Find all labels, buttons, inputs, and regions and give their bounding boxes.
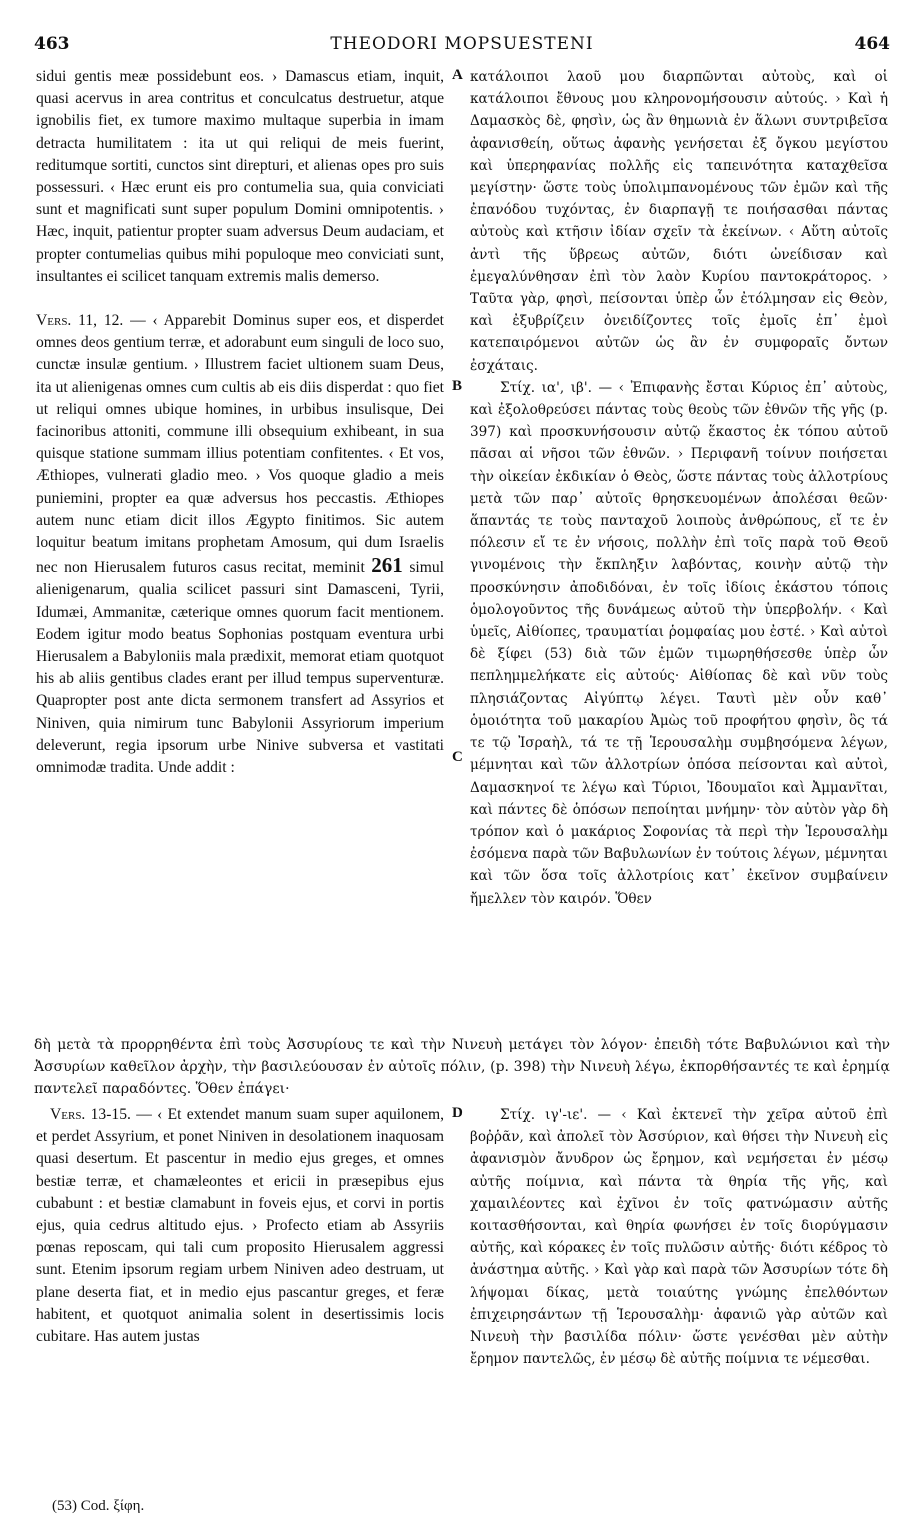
running-title: THEODORI MOPSUESTENI <box>330 34 594 54</box>
greek-paragraph <box>470 1104 888 1370</box>
latin-column-top <box>36 66 444 779</box>
stich-label: Στίχ. ια', ιβ'. <box>500 379 592 396</box>
footnote: (53) Cod. ξίφη. <box>52 1498 145 1514</box>
latin-text: — ‹ Et extendet manum suam super aquilonem, et perdet Assyrium, et ponet Niniven in desolationem inaquosam quasi desertum. Et pascentur in medio ejus greges, et omnes bestiæ terræ, et chamæleontes et ericii in præsepibus ejus cubabunt : et bestiæ clamabunt in foveis ejus, et corvi in portis ejus, quia cedrus altitudo ejus. › Profecto etiam ab Assyriis pœnas reposcam, qui tali cum proposito Hierusalem aggressi sunt. Etenim ipsorum regiam urbem Niniven adeo destruam, ut plane deserta fiat, et in medio ejus pascantur greges, et feræ habitent, et quotquot animalia solent in desertissimis locis cubitare. Has autem justas <box>36 1106 444 1346</box>
margin-letter-a: A <box>452 67 463 83</box>
page-number-right: 464 <box>854 34 890 54</box>
greek-column-top <box>470 66 888 910</box>
margin-letter-d: D <box>452 1105 463 1121</box>
latin-paragraph <box>36 1104 444 1348</box>
latin-text: — ‹ Apparebit Dominus super eos, et disperdet omnes deos gentium terræ, et adorabunt eum singuli de loco suo, cunctæ insulæ gentium. › Illustrem faciet ultionem suam Deus, ita ut alienigenas omnes cum cultis ab eis diis disperdat : quo fiet ut reliqui omnes ubique homines, in urbibus insulisque, Dei facinoribus attoniti, commune illi obsequium exhibeant, in sua quisque statione summam illius potentiam confitentes. ‹ Et vos, Æthiopes, vulnerati gladio meo. › Vos quoque gladio a meis puniemini, propter ea quæ adversus hos peccastis. Æthiopes autem nunc etiam dicit illos Ægypto finitimos. Sic autem loquitur beatum imitans prophetam Amosum, qui dum Israelis nec non Hierusalem futuros casus recitat, meminit <box>36 312 444 577</box>
greek-text: — ‹ Καὶ ἐκτενεῖ τὴν χεῖρα αὐτοῦ ἐπὶ βοῤῥᾶν, καὶ ἀπολεῖ τὸν Ἀσσύριον, καὶ θήσει τὴν Νινευὴ εἰς ἀφανισμὸν ἄνυδρον ὡς ἔρημον, καὶ νεμήσεται ἐν μέσῳ αὐτῆς ποίμνια, καὶ πάντα τὰ θηρία τῆς γῆς, καὶ χαμαιλέοντες καὶ ἐχῖνοι ἐν τοῖς φατνώμασιν αὐτῆς κοιτασθήσονται, καὶ θηρία φωνήσει ἐν τοῖς διορύγμασιν αὐτῆς, καὶ κόρακες ἐν τοῖς πυλῶσιν αὐτῆς· διότι κέδρος τὸ ἀνάστημα αὐτῆς. › Καὶ γὰρ καὶ παρὰ τῶν Ἀσσυρίων τότε δὴ λήψομαι δίκας, μετὰ τοιαύτης γνώμης ἐπελθόντων ἐπιχειρησάντων τῇ Ἱερουσαλὴμ· ἀφανιῶ γὰρ αὐτῶν καὶ Νινευὴ τὴν βασιλίδα πόλιν· ὥστε γενέσθαι μὲν αὐτὴν ἔρημον παντελῶς, ἐν μέσῳ δὲ αὐτῆς ποίμνια τε νέμεσθαι. <box>470 1107 888 1368</box>
greek-paragraph: κατάλοιποι λαοῦ μου διαρπῶνται αὐτοὺς, καὶ οἱ κατάλοιποι ἔθνους μου κληρονομήσουσιν αὐτούς. › Καὶ ἡ Δαμασκὸς δὲ, φησὶν, ὡς ἂν θημωνιὰ ἐν ἅλωνι συντριβεῖσα ἀφανισθείη, οὕτως ἀφανὴς γενήσεται ἐξ ὄγκου μεγίστου καὶ ὑπερηφανίας πολλῆς εἰς ταπεινότητα καταχθεῖσα μεγίστην· ὥστε τοὺς ὑπολιμπανομένους τῶν ἐμῶν καὶ τῆς ἐπανόδου τυχόντας, ἐν διαρπαγῇ τε ποιήσασθαι πάντας αὐτοὺς καὶ κτῆσιν ἰδίαν σχεῖν τὰ ἐκείνων. ‹ Αὕτη αὐτοῖς ἀντὶ τῆς ὕβρεως αὐτῶν, διότι ὠνείδισαν καὶ ἐμεγαλύνθησαν ἐπὶ τὸν λαὸν Κυρίου παντοκράτορος. › Ταῦτα γὰρ, φησὶ, πείσονται ὑπὲρ ὧν ἐτόλμησαν εἰς Θεὸν, καὶ ἐξυβρίζειν ὀνειδίζοντες τοῖς ἐμοῖς ἐπ᾽ ἐμοὶ κατεπαιρόμενοι αὐτῶν ὡς ἂν ἐν συμφοραῖς ὄντων ἐσχάταις. <box>470 69 888 374</box>
page-header <box>34 34 890 58</box>
latin-column-bottom <box>36 1104 444 1348</box>
verse-label: Vers. 13-15. <box>50 1106 131 1123</box>
latin-text: simul alienigenarum, qualia scilicet passuri sint Damasceni, Tyrii, Idumæi, Ammanitæ, cæterique omnes quorum facit mentionem. Eodem igitur modo beatus Sophonias postquam eventura urbi Hierusalem a Babyloniis mala prædixit, memorat etiam quotquot his ab aliis gentibus clades erant per illud tempus superventuræ. Quapropter post ante dicta sermonem transfert ad Assyrios et Niniven, quia nimirum tunc Babylonii Assyriorum imperium deleverunt, regia ipsorum urbe Ninive subversa et vastitati omnimodæ tradita. Unde addit : <box>36 559 444 777</box>
greek-paragraph <box>470 377 888 910</box>
margin-letter-b: B <box>452 378 463 394</box>
greek-column-bottom <box>470 1104 888 1370</box>
latin-paragraph <box>36 310 444 779</box>
column-number: 261 <box>371 553 403 578</box>
greek-text: — ‹ Ἐπιφανὴς ἔσται Κύριος ἐπ᾽ αὐτοὺς, καὶ ἐξολοθρεύσει πάντας τοὺς θεοὺς τῶν ἐθνῶν τῆς γῆς (p. 397) καὶ προσκυνήσουσιν αὐτῷ ἕκαστος ἐκ τόπου αὐτοῦ πᾶσαι αἱ νῆσοι τῶν ἐθνῶν. › Περιφανῆ τοίνυν ποιήσεται τὴν οἰκείαν ἐκδικίαν ὁ Θεὸς, ὥστε πάντας τοὺς ἀλλοτρίους μετὰ τῶν παρ᾽ αὐτοῖς θρησκευομένων ἀπολέσαι θεῶν· ἅπαντάς τε τοὺς πανταχοῦ λοιποὺς ἀνθρώπους, εἴ τε ἐν πόλεσιν εἴ τε ἐν νήσοις, πολλὴν ἐπὶ τοῖς παρὰ τοῦ Θεοῦ γινομένοις τὴν ἔκπληξιν λαβόντας, κοινὴν αὐτῷ τὴν προσκύνησιν ἀποδιδόναι, ἐν τοῖς ἰδίοις ἑκάστου τόποις ὁμολογοῦντος τῆς δυνάμεως αὐτοῦ τὴν ὑπερβολήν. ‹ Καὶ ὑμεῖς, Αἰθίοπες, τραυματίαι ῥομφαίας μου ἐστέ. › Καὶ αὐτοὶ δὲ ξίφει (53) διὰ τῶν ἐμῶν τιμωρηθήσεσθε ὑπὲρ ὧν πεπλημμελήκατε εἰς αὐτούς· Αἰθίοπας δὲ καὶ νῦν τοὺς πλησιάζοντας Αἰγύπτῳ λέγει. Ταυτὶ μὲν οὖν καθ᾽ ὁμοιότητα τοῦ μακαρίου Ἀμὼς τοῦ προφήτου φησὶν, ὃς τά τε τῷ Ἰσραὴλ, τά τε τῇ Ἱερουσαλὴμ συμβησόμενα λέγων, μέμνηται καὶ τῶν ἀλλοτρίων ὁπόσα πείσονται καὶ αὐτοὶ, Δαμασκηνοί τε λέγω καὶ Τύριοι, Ἰδουμαῖοι καὶ Ἀμμανῖται, καὶ πάντες δὲ ὁπόσων πεποίηται μνήμην· τὸν αὐτὸν γὰρ δὴ τρόπον καὶ ὁ μακάριος Σοφονίας τὰ περὶ τὴν Ἱερουσαλὴμ ἐσόμενα παρὰ τῶν Βαβυλωνίων ἐν τούτοις λέγων, μέμνηται καὶ τῶν ὅσα τοῖς ἀλλοτρίοις κατ᾽ ἐκεῖνον συμβαίνειν ἤμελλεν τὸν καιρόν. Ὅθεν <box>470 379 888 907</box>
stich-label: Στίχ. ιγ'-ιε'. <box>500 1107 588 1123</box>
margin-letter-c: C <box>452 749 463 765</box>
full-width-greek: δὴ μετὰ τὰ προρρηθέντα ἐπὶ τοὺς Ἀσσυρίους τε καὶ τὴν Νινευὴ μετάγει τὸν λόγον· ἐπειδὴ τότε Βαβυλώνιοι καὶ τὴν Ἀσσυρίων καθεῖλον ἀρχὴν, τὴν βασιλεύουσαν ἐν αὐτοῖς πόλιν, (p. 398) τὴν Νινευὴ λέγω, ἐκπορθήσαντές τε καὶ ἐρημίᾳ παντελεῖ παραδόντες. Ὅθεν ἐπάγει· <box>34 1037 890 1097</box>
verse-label: Vers. 11, 12. <box>36 312 124 330</box>
latin-paragraph: sidui gentis meæ possidebunt eos. › Damascus etiam, inquit, quasi acervus in area contritus et conculcatus destruetur, atque ignobilis fiet, ex tumore maximo multaque superbia in imam detracta humilitatem : ita ut qui reliqui de meis fuerint, reditumque sortiti, cunctos sint direpturi, et alienas opes pro suis possessuri. ‹ Hæc erunt eis pro contumelia sua, quia conviciati sunt et magnificati sunt super populum Domini omnipotentis. › Hæc, inquit, patientur propter suam adversus Deum audaciam, et propter contumelias quibus mihi populoque meo conviciati sunt, insultantes ei scilicet tanquam extremis malis demerso. <box>36 68 444 285</box>
page-number-left: 463 <box>34 34 70 54</box>
